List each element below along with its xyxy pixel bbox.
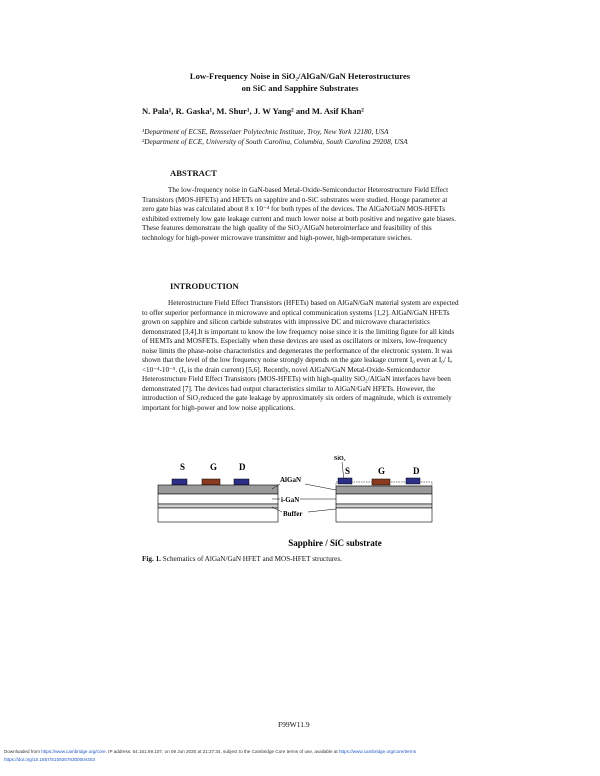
buffer-label: Buffer xyxy=(283,510,303,518)
author-list: N. Pala¹, R. Gaska¹, M. Shur¹, J. W Yang² and M. Asif Khan² xyxy=(142,106,364,116)
right-substrate-layer xyxy=(336,508,432,522)
page-number: F99W11.9 xyxy=(278,720,310,729)
right-buffer-layer xyxy=(336,504,432,508)
right-igan-layer xyxy=(336,494,432,504)
right-gate-contact xyxy=(372,479,390,485)
figure-1-caption xyxy=(142,555,342,563)
caption-text: Schematics of AlGaN/GaN HFET and MOS-HFET structures. xyxy=(160,555,342,563)
introduction-heading: INTRODUCTION xyxy=(170,281,239,291)
footer-prefix: Downloaded from xyxy=(4,749,42,754)
left-source-label: S xyxy=(180,462,186,472)
abstract-paragraph: The low-frequency noise in GaN-based Metal-Oxide-Semiconductor Heterostructure Field Effect Transistors (MOS-HFETs) and HFETs on sapphire and n-SiC substrates were studied. Hooge parameter at zero gate bias was calculated about 8 x 10⁻⁴ for both types of the devices. The AlGaN/GaN MOS-HFETs exhibited extremely low gate leakage current and much lower noise at both positive and negative gate biases. These features demonstrate the high quality of the SiO₂/AlGaN heterointerface and feasibility of this technology for high-power microwave transmitter and high-power, high-temperature swiches. xyxy=(142,186,456,242)
substrate-label: Sapphire / SiC substrate xyxy=(288,538,382,548)
abstract-heading: ABSTRACT xyxy=(170,168,217,178)
left-algan-layer xyxy=(158,485,278,494)
cambridge-core-link[interactable]: https://www.cambridge.org/core xyxy=(41,749,106,754)
download-footer xyxy=(4,748,594,764)
igan-label: i-GaN xyxy=(281,496,300,504)
title-line-2: on SiC and Sapphire Substrates xyxy=(241,83,359,93)
right-drain-contact xyxy=(406,478,420,484)
left-igan-layer xyxy=(158,494,278,504)
paper-title xyxy=(140,70,460,94)
right-algan-layer xyxy=(336,486,432,494)
sio2-label: SiO₂ xyxy=(334,456,346,462)
hfet-structure xyxy=(158,462,278,522)
left-drain-contact xyxy=(234,479,249,485)
right-source-contact xyxy=(338,478,352,484)
mos-hfet-structure xyxy=(334,456,432,522)
title-line-1: Low-Frequency Noise in SiO₂/AlGaN/GaN Heterostructures xyxy=(189,71,411,81)
left-source-contact xyxy=(172,479,187,485)
algan-label: AlGaN xyxy=(280,476,301,484)
left-buffer-layer xyxy=(158,504,278,508)
left-gate-contact xyxy=(202,479,220,485)
right-drain-label: D xyxy=(413,466,420,476)
affiliation-2: ²Department of ECE, University of South Carolina, Columbia, South Carolina 29208, USA xyxy=(142,136,408,146)
left-drain-label: D xyxy=(239,462,246,472)
affiliations xyxy=(142,127,462,146)
affiliation-1: ¹Department of ECSE, Rensselaer Polytechnic Institute, Troy, New York 12180, USA xyxy=(142,127,389,136)
right-source-label: S xyxy=(345,466,351,476)
left-substrate-layer xyxy=(158,508,278,522)
terms-link[interactable]: https://www.cambridge.org/core/terms xyxy=(338,749,417,754)
figure-1-schematic xyxy=(140,452,460,552)
footer-ip-text: . IP address: 54.161.69.107, on 09 Jun 2020 at 21:27:34, subject to the Cambridge Core terms of use, available at xyxy=(105,749,339,754)
left-gate-label: G xyxy=(210,462,218,472)
right-gate-label: G xyxy=(378,466,386,476)
doi-link[interactable]: https://doi.org/10.1557/S1092578300004403 xyxy=(4,757,95,762)
introduction-paragraph: Heterostructure Field Effect Transistors (HFETs) based on AlGaN/GaN material system are expected to offer superior performance in microwave and optical communication systems [1,2]. AlGaN/GaN HFETs grown on sapphire and silicon carbide substrates with impressive DC and microwave characteristics demonstrated [3,4].It is important to know the low frequency noise since it is the limiting figure for all kinds of HEMTs and MOSFETs. Especially when these devices are used as oscillators or mixers, low-frequency noise limits the phase-noise characteristics and degenerates the performance of the electronic system. It was shown that the level of the low frequency noise strongly depends on the gate leakage current I₀ even at I₀/ Iₐ <10⁻⁴-10⁻⁵. (Iₐ is the drain current) [5,6]. Recently, novel AlGaN/GaN Metal-Oxide-Semiconductor Heterostructure Field Effect Transistors (MOS-HFETs) with high-quality SiO₂/AlGaN interfaces have been demonstrated [7]. The devices had output characteristics similar to AlGaN/GaN HFETs. However, the introduction of SiO₂reduced the gate leakage by approximately six orders of magnitude, which is extremely important for high-power and low noise applications. xyxy=(142,299,459,412)
caption-label: Fig. 1. xyxy=(142,555,161,563)
